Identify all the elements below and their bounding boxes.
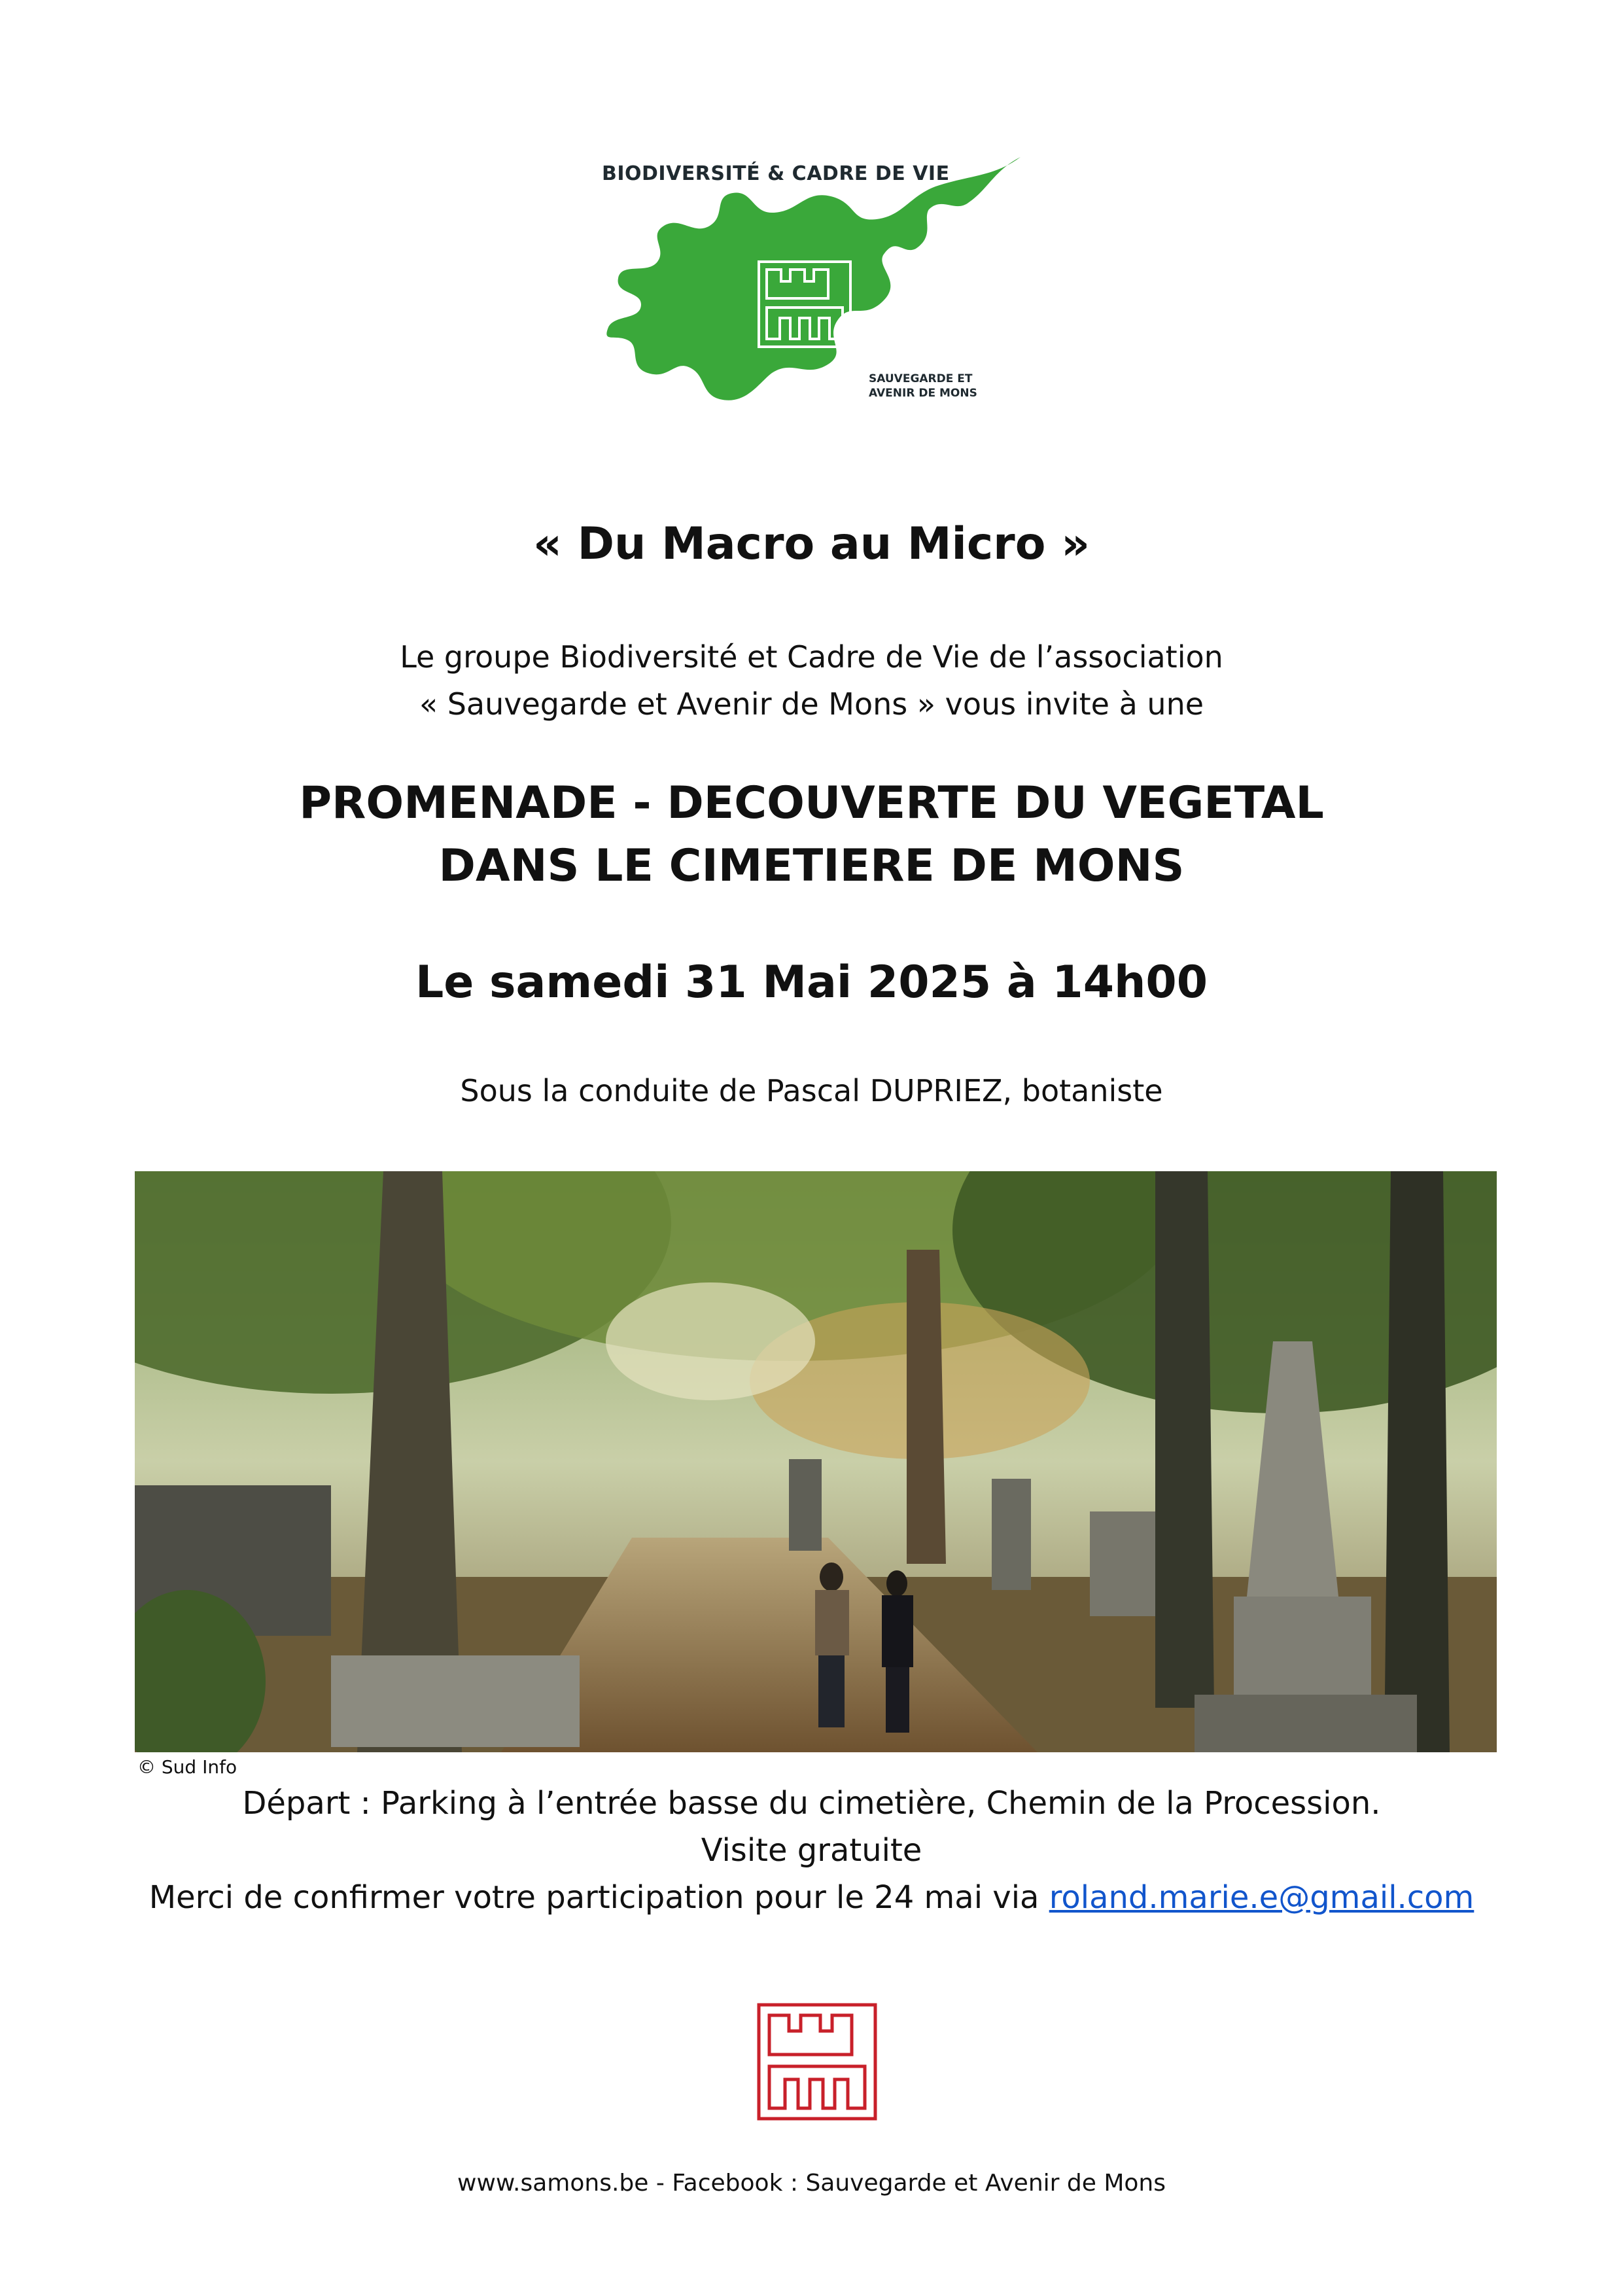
logo-bottom-text	[869, 372, 977, 400]
castle-icon	[756, 2002, 878, 2121]
confirm-line	[0, 1874, 1623, 1921]
footer-text: www.samons.be - Facebook : Sauvegarde et Avenir de Mons	[457, 2170, 1166, 2197]
departure-text: Départ : Parking à l’entrée basse du cimetière, Chemin de la Procession.	[242, 1785, 1381, 1822]
intro-line1: Le groupe Biodiversité et Cadre de Vie de l’association	[400, 639, 1223, 675]
event-guide: Sous la conduite de Pascal DUPRIEZ, botaniste	[460, 1073, 1163, 1108]
intro-text	[0, 633, 1623, 728]
event-info	[0, 1780, 1623, 1921]
association-logo	[602, 157, 1021, 419]
intro-line2: « Sauvegarde et Avenir de Mons » vous invite à une	[419, 686, 1204, 722]
logo-bottom-line2: AVENIR DE MONS	[869, 387, 977, 400]
headline-line2: DANS LE CIMETIERE DE MONS	[438, 840, 1185, 892]
confirm-text: Merci de confirmer votre participation pour le 24 mai via	[148, 1879, 1049, 1916]
free-visit-text: Visite gratuite	[701, 1832, 922, 1869]
event-date: Le samedi 31 Mai 2025 à 14h00	[415, 957, 1208, 1008]
page-title: « Du Macro au Micro »	[532, 518, 1091, 570]
event-headline	[0, 772, 1623, 898]
photo-credit: © Sud Info	[137, 1756, 237, 1778]
headline-line1: PROMENADE - DECOUVERTE DU VEGETAL	[299, 777, 1324, 829]
logo-top-text: BIODIVERSITÉ & CADRE DE VIE	[602, 162, 950, 185]
email-link[interactable]: roland.marie.e@gmail.com	[1049, 1879, 1475, 1916]
cemetery-photo	[135, 1171, 1497, 1752]
logo-bottom-line1: SAUVEGARDE ET	[869, 372, 973, 385]
